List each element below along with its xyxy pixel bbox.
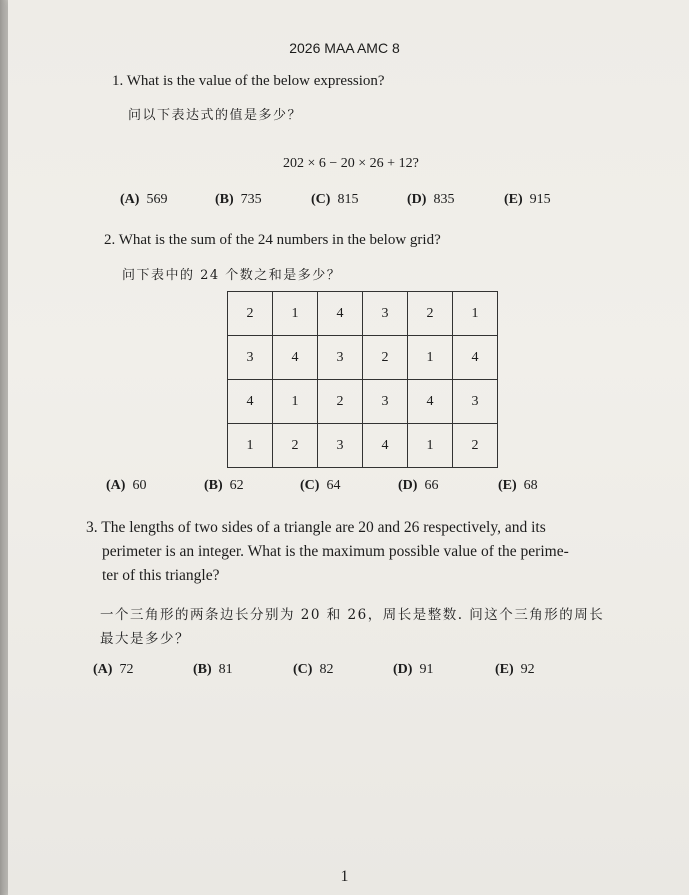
grid-row: [228, 292, 498, 336]
question-3: [86, 516, 626, 588]
grid-cell: 2: [228, 292, 273, 336]
choice-e[interactable]: (E) 68: [498, 478, 538, 493]
grid-cell: 3: [453, 380, 498, 424]
choice-b[interactable]: (B) 735: [215, 192, 262, 207]
chinese-text-line: 最大是多少？: [100, 631, 190, 647]
grid-row: [228, 336, 498, 380]
question-text: What is the value of the below expression?: [126, 73, 385, 89]
choice-b[interactable]: (B) 81: [193, 662, 233, 677]
grid-cell: 1: [408, 424, 453, 468]
page-number: 1: [340, 868, 349, 885]
choice-d[interactable]: (D) 835: [407, 192, 455, 207]
grid-cell: 2: [363, 336, 408, 380]
grid-cell: 3: [228, 336, 273, 380]
grid-cell: 2: [408, 292, 453, 336]
choice-a[interactable]: (A) 569: [120, 192, 168, 207]
question-1-choices: [120, 192, 551, 208]
grid-cell: 1: [228, 424, 273, 468]
choice-b[interactable]: (B) 62: [204, 478, 244, 493]
question-number: 3.: [86, 519, 98, 536]
grid-cell: 4: [408, 380, 453, 424]
grid-cell: 1: [273, 292, 318, 336]
grid-cell: 4: [228, 380, 273, 424]
choice-c[interactable]: (C) 64: [300, 478, 341, 493]
grid-cell: 1: [273, 380, 318, 424]
question-text: What is the sum of the 24 numbers in the below grid?: [118, 232, 441, 248]
choice-a[interactable]: (A) 72: [93, 662, 134, 677]
question-text-line: The lengths of two sides of a triangle are 20 and 26 respectively, and its: [101, 519, 546, 536]
question-2-choices: [106, 478, 538, 494]
page-title: 2026 MAA AMC 8: [289, 40, 400, 56]
question-3-chinese: [100, 603, 604, 651]
choice-d[interactable]: (D) 66: [398, 478, 439, 493]
grid-cell: 4: [453, 336, 498, 380]
question-2-chinese: 问下表中的 24 个数之和是多少？: [122, 268, 342, 283]
grid-cell: 1: [453, 292, 498, 336]
grid-cell: 1: [408, 336, 453, 380]
choice-a[interactable]: (A) 60: [106, 478, 147, 493]
question-1: [112, 70, 385, 92]
question-number: 1.: [112, 73, 124, 89]
question-2: [104, 229, 441, 251]
math-expression: 202 × 6 − 20 × 26 + 12?: [283, 156, 419, 171]
question-text-line: perimeter is an integer. What is the maximum possible value of the perime-: [102, 543, 569, 560]
page-edge-shadow: [0, 0, 8, 895]
number-grid: [227, 291, 498, 468]
choice-d[interactable]: (D) 91: [393, 662, 434, 677]
grid-cell: 2: [318, 380, 363, 424]
choice-c[interactable]: (C) 82: [293, 662, 334, 677]
grid-cell: 2: [453, 424, 498, 468]
grid-cell: 3: [363, 380, 408, 424]
grid-cell: 4: [273, 336, 318, 380]
grid-cell: 3: [318, 336, 363, 380]
chinese-text-line: 一个三角形的两条边长分别为 20 和 26，周长是整数. 问这个三角形的周长: [100, 607, 605, 623]
question-number: 2.: [104, 232, 116, 248]
choice-e[interactable]: (E) 915: [504, 192, 551, 207]
question-text-line: ter of this triangle?: [102, 567, 220, 584]
grid-row: [228, 380, 498, 424]
grid-row: [228, 424, 498, 468]
grid-cell: 4: [318, 292, 363, 336]
grid-cell: 2: [273, 424, 318, 468]
question-3-choices: [93, 662, 535, 678]
grid-cell: 3: [363, 292, 408, 336]
choice-e[interactable]: (E) 92: [495, 662, 535, 677]
grid-cell: 3: [318, 424, 363, 468]
choice-c[interactable]: (C) 815: [311, 192, 359, 207]
grid-cell: 4: [363, 424, 408, 468]
question-1-chinese: 问以下表达式的值是多少？: [128, 108, 303, 123]
